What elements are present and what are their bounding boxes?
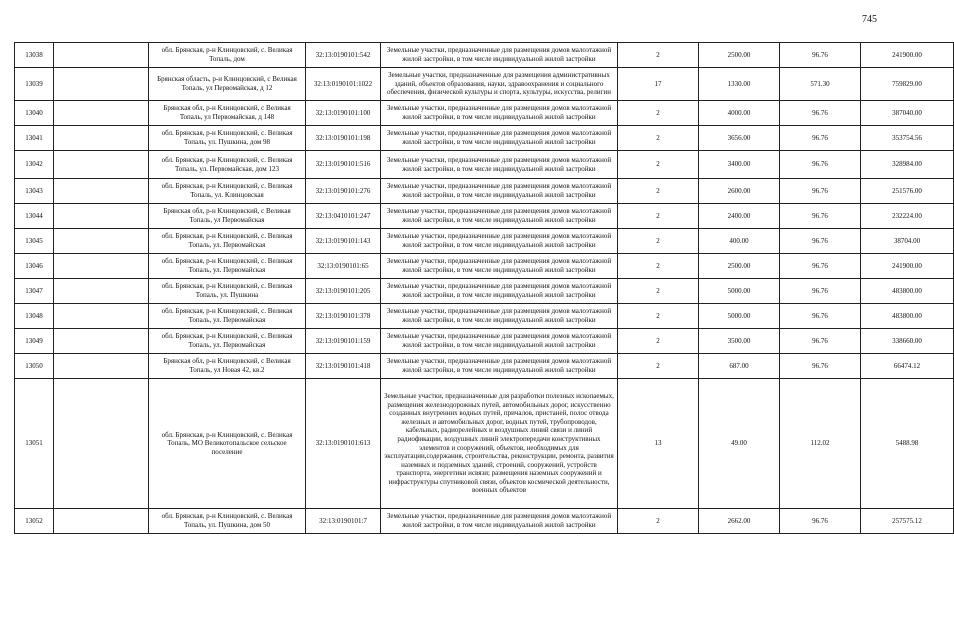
blank-cell <box>54 101 149 126</box>
rate-cell: 96.76 <box>780 151 861 179</box>
area-cell: 2500.00 <box>699 43 780 68</box>
cadastral-value-cell: 5488.98 <box>861 379 954 509</box>
blank-cell <box>54 179 149 204</box>
land-use-cell: Земельные участки, предназначенные для размещения домов малоэтажной жилой застройки, в том числе индивидуальной жилой застройки <box>381 204 618 229</box>
blank-cell <box>54 151 149 179</box>
address-cell: обл. Брянская, р-н Клинцовский, с. Великая Топаль, ул. Пушкина <box>149 279 306 304</box>
cadastral-value-cell: 483800.00 <box>861 279 954 304</box>
row-number-cell: 13046 <box>15 254 54 279</box>
blank-cell <box>54 204 149 229</box>
land-use-cell: Земельные участки, предназначенные для размещения домов малоэтажной жилой застройки, в том числе индивидуальной жилой застройки <box>381 151 618 179</box>
area-cell: 2500.00 <box>699 254 780 279</box>
land-use-cell: Земельные участки, предназначенные для размещения домов малоэтажной жилой застройки, в том числе индивидуальной жилой застройки <box>381 254 618 279</box>
table-row <box>15 43 954 68</box>
table-row <box>15 254 954 279</box>
table-row <box>15 151 954 179</box>
rate-cell: 96.76 <box>780 43 861 68</box>
cadastral-value-cell: 232224.00 <box>861 204 954 229</box>
category-code-cell: 2 <box>618 354 699 379</box>
table-row <box>15 179 954 204</box>
category-code-cell: 2 <box>618 151 699 179</box>
table-row <box>15 279 954 304</box>
table-row <box>15 204 954 229</box>
rate-cell: 571.30 <box>780 68 861 101</box>
blank-cell <box>54 254 149 279</box>
address-cell: обл. Брянская, р-н Клинцовский, с. Великая Топаль, ул. Первомайская <box>149 329 306 354</box>
area-cell: 2600.00 <box>699 179 780 204</box>
page-number: 745 <box>862 14 877 25</box>
area-cell: 1330.00 <box>699 68 780 101</box>
address-cell: обл. Брянская, р-н Клинцовский, с. Великая Топаль, ул. Первомайская <box>149 229 306 254</box>
rate-cell: 96.76 <box>780 254 861 279</box>
cadastral-value-cell: 66474.12 <box>861 354 954 379</box>
cadastral-number-cell: 32:13:0190101:542 <box>306 43 381 68</box>
land-use-cell: Земельные участки, предназначенные для разработки полезных ископаемых, размещения железнодорожных путей, автомобильных дорог, искусственно созданных внутренних водных путей, причалов, пристаней, полос отвода железных и автомобильных дорог, водных путей, трубопроводов, кабельных, радиорелейных и воздушных линий связи и линий радиофикации, воздушных линий электропередачи конструктивных элементов и сооружений, объектов, необходимых для эксплуатации,содержания, строительства, реконструкции, ремонта, развития наземных и подземных зданий, строений, сооружений, устройств транспорта, энергетики исвязи; размещения наземных сооружений и инфраструктуры спутниковой связи, объектов космической деятельности, военных объектов <box>381 379 618 509</box>
category-code-cell: 17 <box>618 68 699 101</box>
row-number-cell: 13050 <box>15 354 54 379</box>
table-row <box>15 68 954 101</box>
row-number-cell: 13038 <box>15 43 54 68</box>
rate-cell: 96.76 <box>780 329 861 354</box>
row-number-cell: 13044 <box>15 204 54 229</box>
cadastral-number-cell: 32:13:0190101:378 <box>306 304 381 329</box>
cadastral-number-cell: 32:13:0190101:276 <box>306 179 381 204</box>
cadastral-value-cell: 38704.00 <box>861 229 954 254</box>
category-code-cell: 2 <box>618 279 699 304</box>
category-code-cell: 2 <box>618 304 699 329</box>
land-use-cell: Земельные участки, предназначенные для размещения домов малоэтажной жилой застройки, в том числе индивидуальной жилой застройки <box>381 126 618 151</box>
cadastral-number-cell: 32:13:0190101:65 <box>306 254 381 279</box>
cadastral-value-cell: 251576.00 <box>861 179 954 204</box>
category-code-cell: 2 <box>618 179 699 204</box>
blank-cell <box>54 509 149 534</box>
table-row <box>15 126 954 151</box>
area-cell: 687.00 <box>699 354 780 379</box>
rate-cell: 96.76 <box>780 101 861 126</box>
cadastral-number-cell: 32:13:0190101:205 <box>306 279 381 304</box>
table-row <box>15 304 954 329</box>
table-row <box>15 329 954 354</box>
table-row <box>15 354 954 379</box>
rate-cell: 96.76 <box>780 204 861 229</box>
registry-body <box>15 43 954 534</box>
category-code-cell: 2 <box>618 254 699 279</box>
address-cell: обл. Брянская, р-н Клинцовский, с. Великая Топаль, МО Великотопальское сельское поселение <box>149 379 306 509</box>
area-cell: 4000.00 <box>699 101 780 126</box>
cadastral-value-cell: 759829.00 <box>861 68 954 101</box>
category-code-cell: 2 <box>618 204 699 229</box>
row-number-cell: 13049 <box>15 329 54 354</box>
area-cell: 5000.00 <box>699 279 780 304</box>
cadastral-value-cell: 338660.00 <box>861 329 954 354</box>
cadastral-value-cell: 387040.00 <box>861 101 954 126</box>
address-cell: Брянская обл, р-н Клинцовский, с Великая Топаль, ул Новая 42, кв.2 <box>149 354 306 379</box>
blank-cell <box>54 68 149 101</box>
area-cell: 3500.00 <box>699 329 780 354</box>
cadastral-number-cell: 32:13:0410101:247 <box>306 204 381 229</box>
row-number-cell: 13040 <box>15 101 54 126</box>
land-use-cell: Земельные участки, предназначенные для размещения домов малоэтажной жилой застройки, в том числе индивидуальной жилой застройки <box>381 43 618 68</box>
row-number-cell: 13043 <box>15 179 54 204</box>
rate-cell: 96.76 <box>780 229 861 254</box>
category-code-cell: 2 <box>618 101 699 126</box>
land-use-cell: Земельные участки, предназначенные для размещения домов малоэтажной жилой застройки, в том числе индивидуальной жилой застройки <box>381 354 618 379</box>
cadastral-number-cell: 32:13:0190101:1022 <box>306 68 381 101</box>
blank-cell <box>54 329 149 354</box>
row-number-cell: 13048 <box>15 304 54 329</box>
address-cell: Брянская область, р-н Клинцовский, с Великая Топаль, ул Первомайская, д 12 <box>149 68 306 101</box>
address-cell: обл. Брянская, р-н Клинцовский, с. Великая Топаль, дом <box>149 43 306 68</box>
row-number-cell: 13051 <box>15 379 54 509</box>
land-use-cell: Земельные участки, предназначенные для размещения домов малоэтажной жилой застройки, в том числе индивидуальной жилой застройки <box>381 179 618 204</box>
land-use-cell: Земельные участки, предназначенные для размещения домов малоэтажной жилой застройки, в том числе индивидуальной жилой застройки <box>381 304 618 329</box>
address-cell: обл. Брянская, р-н Клинцовский, с. Великая Топаль, ул. Пушкина, дом 50 <box>149 509 306 534</box>
land-use-cell: Земельные участки, предназначенные для размещения домов малоэтажной жилой застройки, в том числе индивидуальной жилой застройки <box>381 329 618 354</box>
land-use-cell: Земельные участки, предназначенные для размещения домов малоэтажной жилой застройки, в том числе индивидуальной жилой застройки <box>381 279 618 304</box>
area-cell: 2662.00 <box>699 509 780 534</box>
area-cell: 49.00 <box>699 379 780 509</box>
category-code-cell: 2 <box>618 509 699 534</box>
rate-cell: 96.76 <box>780 509 861 534</box>
rate-cell: 96.76 <box>780 304 861 329</box>
cadastral-value-cell: 241900.00 <box>861 254 954 279</box>
cadastral-number-cell: 32:13:0190101:516 <box>306 151 381 179</box>
row-number-cell: 13039 <box>15 68 54 101</box>
category-code-cell: 13 <box>618 379 699 509</box>
category-code-cell: 2 <box>618 43 699 68</box>
category-code-cell: 2 <box>618 329 699 354</box>
cadastral-value-cell: 257575.12 <box>861 509 954 534</box>
rate-cell: 112.02 <box>780 379 861 509</box>
address-cell: обл. Брянская, р-н Клинцовский, с. Великая Топаль, ул. Пушкина, дом 98 <box>149 126 306 151</box>
blank-cell <box>54 379 149 509</box>
cadastral-value-cell: 483800.00 <box>861 304 954 329</box>
address-cell: обл. Брянская, р-н Клинцовский, с. Великая Топаль, ул. Первомайская <box>149 304 306 329</box>
rate-cell: 96.76 <box>780 126 861 151</box>
land-use-cell: Земельные участки, предназначенные для размещения домов малоэтажной жилой застройки, в том числе индивидуальной жилой застройки <box>381 509 618 534</box>
address-cell: обл. Брянская, р-н Клинцовский, с. Великая Топаль, ул. Первомайская, дом 123 <box>149 151 306 179</box>
table-row <box>15 101 954 126</box>
blank-cell <box>54 43 149 68</box>
area-cell: 3400.00 <box>699 151 780 179</box>
address-cell: Брянская обл, р-н Клинцовский, с Великая Топаль, ул Первомайская, д 148 <box>149 101 306 126</box>
address-cell: обл. Брянская, р-н Клинцовский, с. Великая Топаль, ул. Клинцовская <box>149 179 306 204</box>
row-number-cell: 13045 <box>15 229 54 254</box>
cadastral-number-cell: 32:13:0190101:159 <box>306 329 381 354</box>
table-row <box>15 509 954 534</box>
land-use-cell: Земельные участки, предназначенные для размещения административных зданий, объектов образования, науки, здравоохранения и социального обеспечения, физической культуры и спорта, культуры, искусства, религии <box>381 68 618 101</box>
area-cell: 2400.00 <box>699 204 780 229</box>
blank-cell <box>54 354 149 379</box>
cadastral-number-cell: 32:13:0190101:418 <box>306 354 381 379</box>
area-cell: 5000.00 <box>699 304 780 329</box>
table-row <box>15 379 954 509</box>
row-number-cell: 13047 <box>15 279 54 304</box>
blank-cell <box>54 126 149 151</box>
area-cell: 3656.00 <box>699 126 780 151</box>
category-code-cell: 2 <box>618 126 699 151</box>
cadastral-value-cell: 353754.56 <box>861 126 954 151</box>
cadastral-number-cell: 32:13:0190101:143 <box>306 229 381 254</box>
blank-cell <box>54 279 149 304</box>
area-cell: 400.00 <box>699 229 780 254</box>
address-cell: обл. Брянская, р-н Клинцовский, с. Великая Топаль, ул. Первомайская <box>149 254 306 279</box>
row-number-cell: 13042 <box>15 151 54 179</box>
row-number-cell: 13041 <box>15 126 54 151</box>
blank-cell <box>54 229 149 254</box>
rate-cell: 96.76 <box>780 179 861 204</box>
cadastral-number-cell: 32:13:0190101:7 <box>306 509 381 534</box>
land-use-cell: Земельные участки, предназначенные для размещения домов малоэтажной жилой застройки, в том числе индивидуальной жилой застройки <box>381 229 618 254</box>
cadastral-value-cell: 241900.00 <box>861 43 954 68</box>
cadastral-number-cell: 32:13:0190101:198 <box>306 126 381 151</box>
address-cell: Брянская обл, р-н Клинцовский, с Великая Топаль, ул Первомайская <box>149 204 306 229</box>
rate-cell: 96.76 <box>780 354 861 379</box>
table-row <box>15 229 954 254</box>
cadastral-value-cell: 328984.00 <box>861 151 954 179</box>
land-use-cell: Земельные участки, предназначенные для размещения домов малоэтажной жилой застройки, в том числе индивидуальной жилой застройки <box>381 101 618 126</box>
category-code-cell: 2 <box>618 229 699 254</box>
cadastral-number-cell: 32:13:0190101:100 <box>306 101 381 126</box>
blank-cell <box>54 304 149 329</box>
land-registry-table <box>14 42 954 534</box>
cadastral-number-cell: 32:13:0190101:613 <box>306 379 381 509</box>
row-number-cell: 13052 <box>15 509 54 534</box>
rate-cell: 96.76 <box>780 279 861 304</box>
